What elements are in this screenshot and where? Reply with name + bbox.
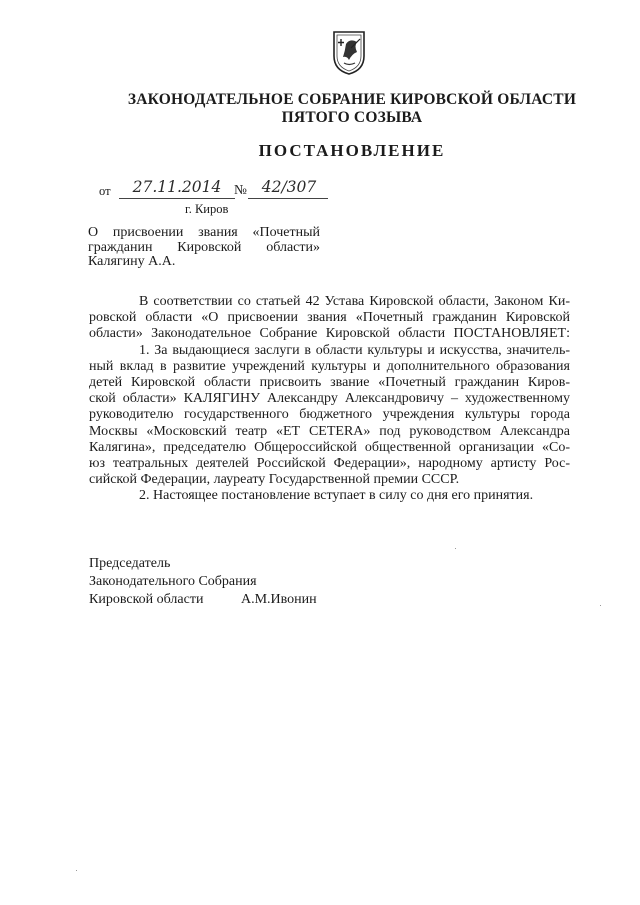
body-line: области» Законодательное Собрание Кировской области ПОСТАНОВЛЯЕТ: [89, 326, 570, 342]
number-underline [248, 198, 328, 199]
document-type-title: ПОСТАНОВЛЕНИЕ [258, 141, 446, 160]
scan-speck [455, 548, 456, 549]
date-underline [119, 198, 235, 199]
coat-of-arms-icon [330, 30, 368, 76]
body-line: Москвы «Московский театр «ЕТ CETERA» под руководством Александра [89, 423, 570, 439]
body-line: 2. Настоящее постановление вступает в силу со дня его принятия. [139, 488, 534, 504]
body-line: 1. За выдающиеся заслуги в области культуры и искусства, значитель- [139, 342, 570, 358]
org-name-line1: ЗАКОНОДАТЕЛЬНОЕ СОБРАНИЕ КИРОВСКОЙ ОБЛАСТИ [127, 91, 577, 108]
document-body [89, 294, 570, 505]
body-line: ный вклад в развитие учреждений культуры и дополнительного образования [89, 358, 570, 374]
signature-title-line: Кировской области [89, 592, 204, 607]
document-meta [99, 178, 459, 218]
signature-title-line: Законодательного Собрания [89, 574, 257, 589]
body-line: ской области» КАЛЯГИНУ Александру Александровичу – художественному [89, 391, 570, 407]
body-line: детей Кировской области присвоить звание «Почетный гражданин Киров- [89, 375, 570, 391]
subject-line: О присвоении звания «Почетный [88, 225, 320, 240]
document-date: 27.11.2014 [132, 178, 222, 196]
signatory-name: А.М.Ивонин [241, 592, 317, 607]
org-name-line2: ПЯТОГО СОЗЫВА [281, 109, 423, 126]
body-line: Калягина», председателю Общероссийской общественной организации «Со- [89, 439, 570, 455]
date-prefix-label: от [99, 184, 111, 198]
signature-block [89, 555, 317, 609]
body-line: юз театральных деятелей Российской Федерации», народному артисту Рос- [89, 456, 570, 472]
signature-title-line: Председатель [89, 556, 171, 571]
scan-speck [76, 870, 77, 871]
body-line: руководителю государственного бюджетного учреждения культуры города [89, 407, 570, 423]
document-subject [88, 226, 338, 270]
document-city: г. Киров [185, 202, 229, 216]
body-line: сийской Федерации, лауреату Государственной премии СССР. [89, 472, 460, 488]
scan-speck [600, 605, 601, 606]
subject-line: Калягину А.А. [88, 254, 176, 269]
subject-line: гражданин Кировской области» [88, 239, 320, 255]
document-number: 42/307 [261, 178, 317, 196]
body-line: ровской области «О присвоении звания «Почетный гражданин Кировской [89, 310, 570, 326]
number-sign-label: № [234, 182, 247, 197]
body-line: В соответствии со статьей 42 Устава Кировской области, Законом Ки- [139, 294, 570, 309]
